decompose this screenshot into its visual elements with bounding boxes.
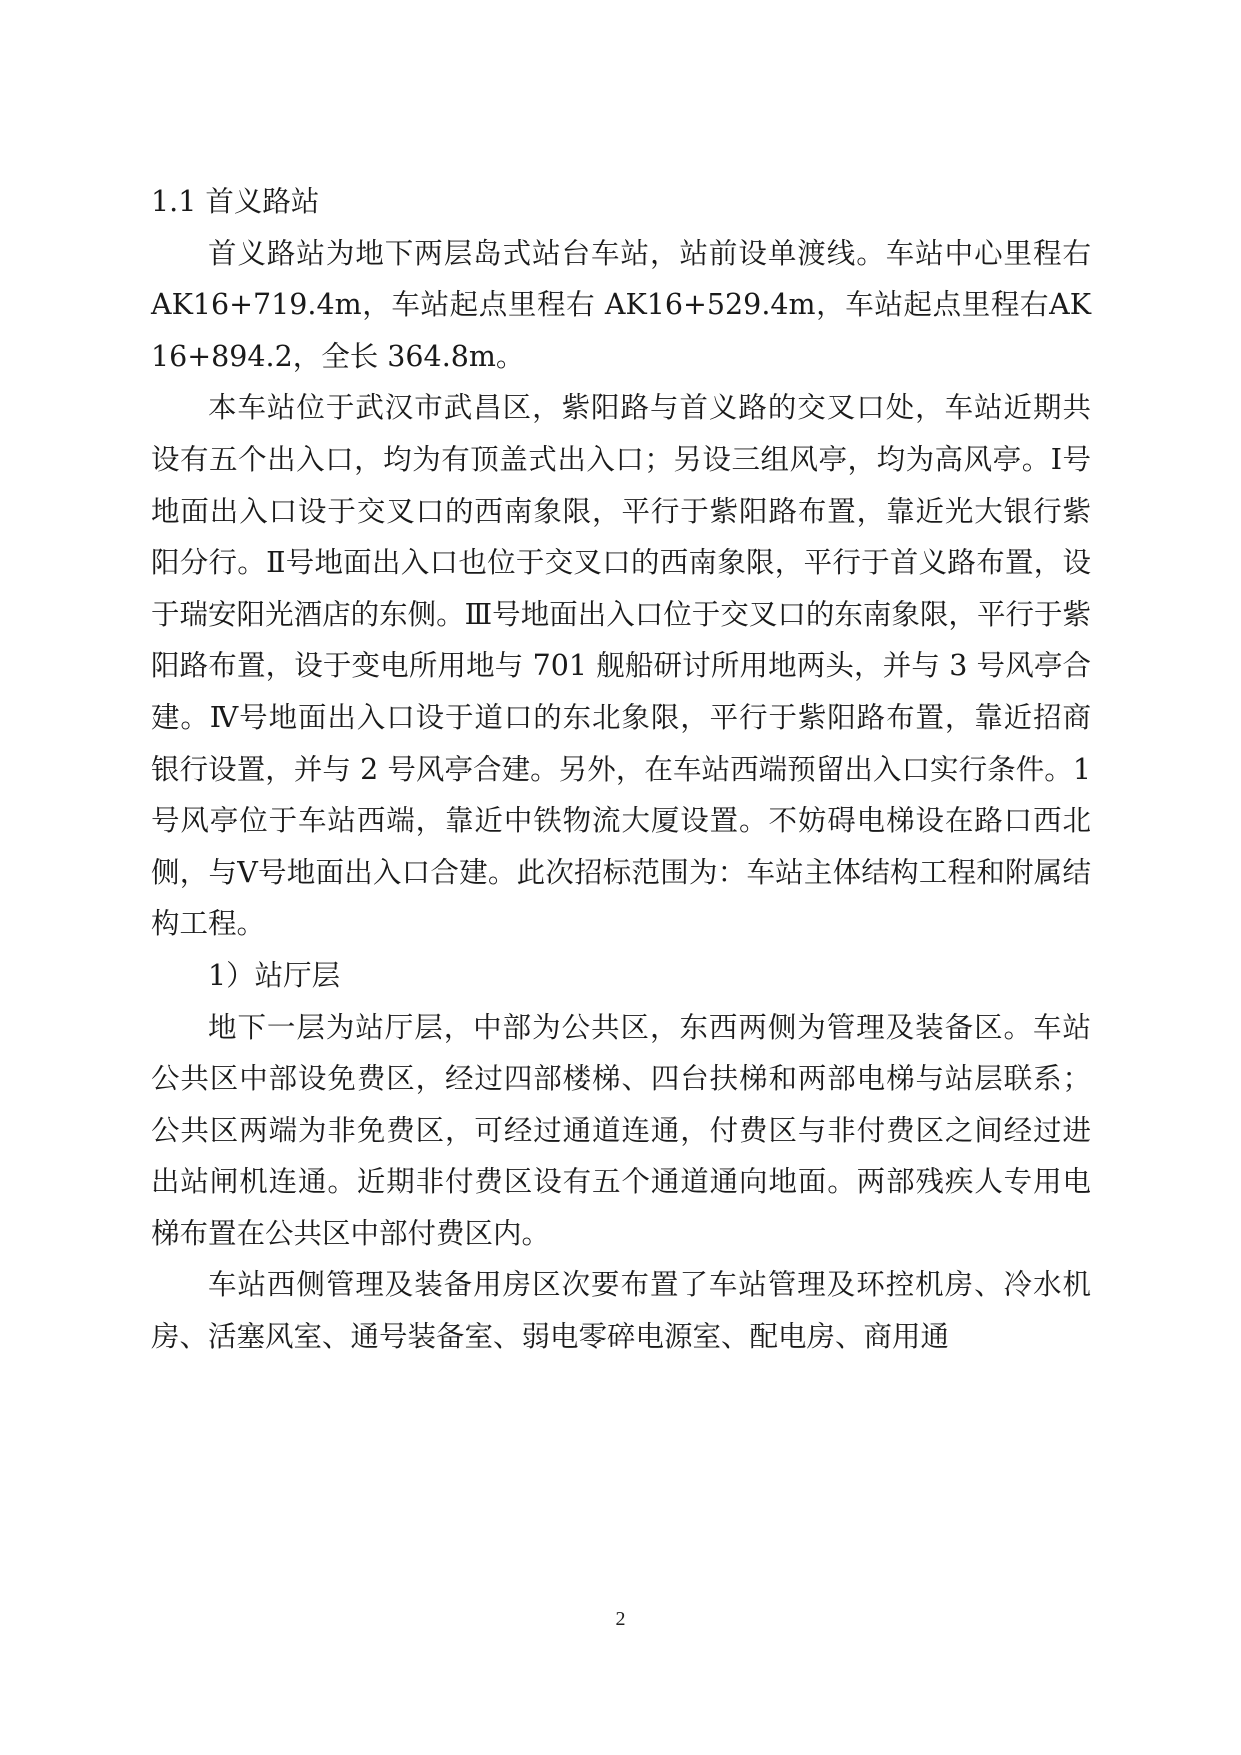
paragraph-concourse-layout: 地下一层为站厅层，中部为公共区，东西两侧为管理及装备区。车站公共区中部设免费区，经过四部楼梯、四台扶梯和两部电梯与站层联系；公共区两端为非免费区，可经过通道连通，付费区与非付费区之间经过进出站闸机连通。近期非付费区设有五个通道通向地面。两部残疾人专用电梯布置在公共区中部付费区内。: [151, 1010, 1091, 1250]
section-heading: 1.1 首义路站: [151, 185, 320, 218]
subsection-heading: 1）站厅层: [208, 958, 341, 992]
paragraph-station-overview: 首义路站为地下两层岛式站台车站，站前设单渡线。车站中心里程右 AK16+719.4m，车站起点里程右 AK16+529.4m，车站起点里程右AK16+894.2，全长 364.8m。: [151, 236, 1091, 373]
paragraph-equipment-rooms: 车站西侧管理及装备用房区次要布置了车站管理及环控机房、冷水机房、活塞风室、通号装备室、弱电零碎电源室、配电房、商用通: [151, 1268, 1091, 1354]
page-body: [151, 176, 1091, 1363]
paragraph-station-location: 本车站位于武汉市武昌区，紫阳路与首义路的交叉口处，车站近期共设有五个出入口，均为有顶盖式出入口；另设三组风亭，均为高风亭。Ⅰ号地面出入口设于交叉口的西南象限，平行于紫阳路布置，靠近光大银行紫阳分行。Ⅱ号地面出入口也位于交叉口的西南象限，平行于首义路布置，设于瑞安阳光酒店的东侧。Ⅲ号地面出入口位于交叉口的东南象限，平行于紫阳路布置，设于变电所用地与 701 舰船研讨所用地两头，并与 3 号风亭合建。Ⅳ号地面出入口设于道口的东北象限，平行于紫阳路布置，靠近招商银行设置，并与 2 号风亭合建。另外，在车站西端预留出入口实行条件。1 号风亭位于车站西端，靠近中铁物流大厦设置。不妨碍电梯设在路口西北侧，与Ⅴ号地面出入口合建。此次招标范围为：车站主体结构工程和附属结构工程。: [151, 391, 1091, 941]
page-number: 2: [615, 1608, 626, 1630]
